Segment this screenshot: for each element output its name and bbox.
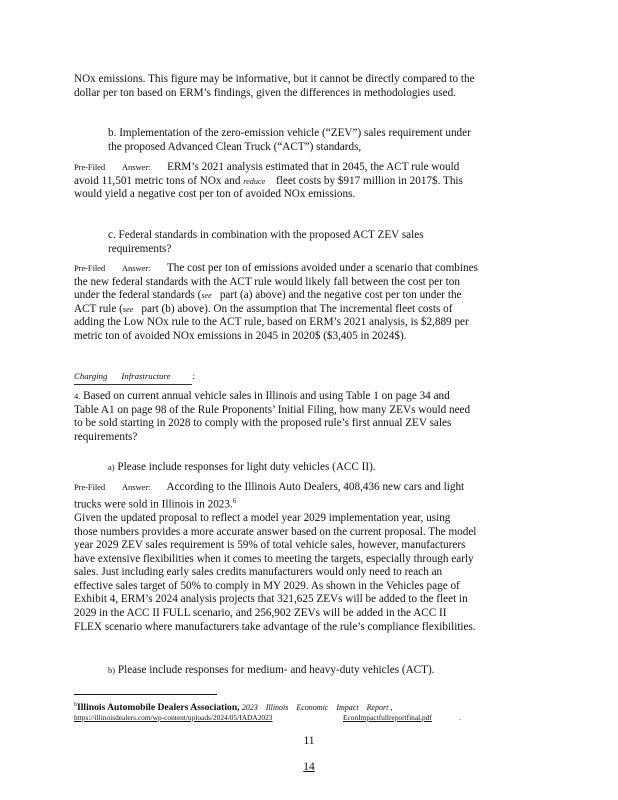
question-4-line-2: Table A1 on page 98 of the Rule Proponents’ Initial Filing, how many ZEVs would need: [74, 403, 471, 416]
answer-c-line-4-small: see: [122, 304, 134, 314]
answer-c-line-4a: ACT rule (: [74, 302, 123, 315]
footnote-title: 2023 Illinois Economic Impact Report: [241, 702, 389, 712]
answer-b-line-2-small: reduce: [243, 176, 266, 186]
footnote: [74, 700, 544, 724]
prefiled-label: Pre-Filed: [74, 263, 106, 273]
question-c: [108, 229, 424, 256]
answer-c-line-5: adding the Low NOx rule to the ACT rule, based on ERM’s 2021 analysis, is $2,889 per: [74, 316, 469, 329]
question-4-number: 4.: [74, 391, 81, 401]
answer-b-line-2b: fleet costs by $917 million in 2017$. This: [276, 174, 463, 187]
answer-4a-line-2: trucks were sold in Illinois in 2023.: [74, 498, 233, 511]
footnote-number: 6: [74, 702, 77, 708]
answer-4a: [74, 481, 544, 634]
prefiled-label: Pre-Filed: [74, 482, 106, 492]
answer-4a-para2-line-9: FLEX scenario where manufacturers take advantage of the rule’s compliance flexibilities.: [74, 620, 476, 633]
answer-label: Answer:: [121, 162, 151, 172]
question-4-line-1: Based on current annual vehicle sales in Illinois and using Table 1 on page 34 and: [83, 390, 450, 402]
answer-label: Answer:: [121, 482, 151, 492]
question-4a-text: Please include responses for light duty vehicles (ACC II).: [117, 461, 376, 473]
answer-c-line-2: the new federal standards with the ACT rule would likely fall between the cost per ton: [74, 275, 460, 288]
question-4b-marker: b): [108, 665, 116, 675]
question-c-line-2: requirements?: [108, 242, 172, 255]
answer-b-line-1: ERM’s 2021 analysis estimated that in 2045, the ACT rule would: [167, 161, 460, 173]
answer-c-line-4b: part (b) above). On the assumption that The incremental fleet costs of: [141, 302, 453, 315]
intro-paragraph: [74, 73, 475, 100]
answer-4a-line-1: According to the Illinois Auto Dealers, 408,436 new cars and light: [166, 481, 465, 493]
question-4a: [108, 461, 376, 475]
answer-4a-para2-line-8: 2029 in the ACC II FULL scenario, and 256,902 ZEVs will be added in the ACC II: [74, 607, 447, 620]
section-heading-colon: :: [192, 371, 195, 381]
answer-c-line-3a: under the federal standards (: [74, 289, 202, 302]
answer-4a-para2-line-1: Given the updated proposal to reflect a model year 2029 implementation year, using: [74, 511, 451, 524]
prefiled-label: Pre-Filed: [74, 162, 106, 172]
answer-b-line-3: would yield a negative cost per ton of avoided NOx emissions.: [74, 188, 356, 201]
section-heading: [74, 370, 195, 385]
answer-4a-para2-line-2: those numbers provides a more accurate answer based on the current proposal. The model: [74, 525, 477, 538]
answer-c-line-6: metric ton of avoided NOx emissions in 2045 in 2020$ ($3,405 in 2024$).: [74, 329, 407, 342]
question-b-line-2: the proposed Advanced Clean Truck (“ACT”) standards,: [108, 140, 362, 153]
footnote-reference[interactable]: 6: [232, 496, 237, 505]
question-c-line-1: c. Federal standards in combination with the proposed ACT ZEV sales: [108, 229, 424, 241]
question-4-line-4: requirements?: [74, 430, 138, 443]
intro-line-2: dollar per ton based on ERM’s findings, given the differences in methodologies used.: [74, 86, 456, 99]
answer-b: [74, 161, 544, 202]
answer-b-line-2a: avoid 11,501 metric tons of NOx and: [74, 174, 241, 187]
footnote-url-part-1[interactable]: https://illinoisdealers.com/wp-content/uploads/2024/05/IADA2023: [74, 712, 273, 722]
answer-label: Answer:: [121, 263, 151, 273]
question-b-line-1: b. Implementation of the zero-emission vehicle (“ZEV”) sales requirement under: [108, 127, 471, 139]
answer-c: [74, 262, 544, 344]
answer-c-line-3b: part (a) above) and the negative cost per ton under the: [219, 289, 462, 302]
question-b: [108, 127, 471, 154]
answer-c-line-3-small: see: [201, 291, 212, 301]
question-4b: [108, 664, 434, 678]
question-4a-marker: a): [108, 462, 115, 472]
section-heading-word-2: Infrastructure: [121, 371, 171, 381]
answer-4a-para2-line-3: year 2029 ZEV sales requirement is 59% of total vehicle sales, however, manufacturers: [74, 539, 466, 552]
answer-c-line-1: The cost per ton of emissions avoided under a scenario that combines: [166, 262, 478, 274]
footnote-url-part-2[interactable]: EconImpactfullreportfinal.pdf: [343, 712, 432, 722]
question-4-line-3: to be sold starting in 2028 to comply with the proposed rule’s first annual ZEV sales: [74, 417, 452, 430]
page-number: 11: [303, 735, 315, 747]
footnote-divider: [74, 694, 217, 695]
answer-4a-para2-line-6: effective sales target of 50% to comply in MY 2029. As shown in the Vehicles page of: [74, 579, 460, 592]
footnote-organization: Illinois Automobile Dealers Association,: [77, 701, 240, 713]
section-heading-underlined: [74, 370, 192, 385]
answer-4a-para2-line-5: sales. Just including early sales credits manufacturers would only need to reach an: [74, 566, 443, 579]
intro-line-1: NOx emissions. This figure may be informative, but it cannot be directly compared to the: [74, 73, 475, 85]
footnote-comma: ,: [390, 701, 393, 712]
footnote-end-period: .: [459, 712, 461, 722]
answer-4a-para2-line-4: have extensive flexibilities when it comes to meeting the targets, especially through early: [74, 552, 474, 565]
original-page-number: 14: [303, 761, 315, 773]
question-4b-text: Please include responses for medium- and heavy-duty vehicles (ACT).: [117, 664, 435, 676]
answer-4a-para2-line-7: Exhibit 4, ERM’s 2024 analysis projects that 321,625 ZEVs will be added to the fleet in: [74, 593, 468, 606]
question-4: [74, 390, 544, 444]
section-heading-word-1: Charging: [74, 371, 108, 381]
